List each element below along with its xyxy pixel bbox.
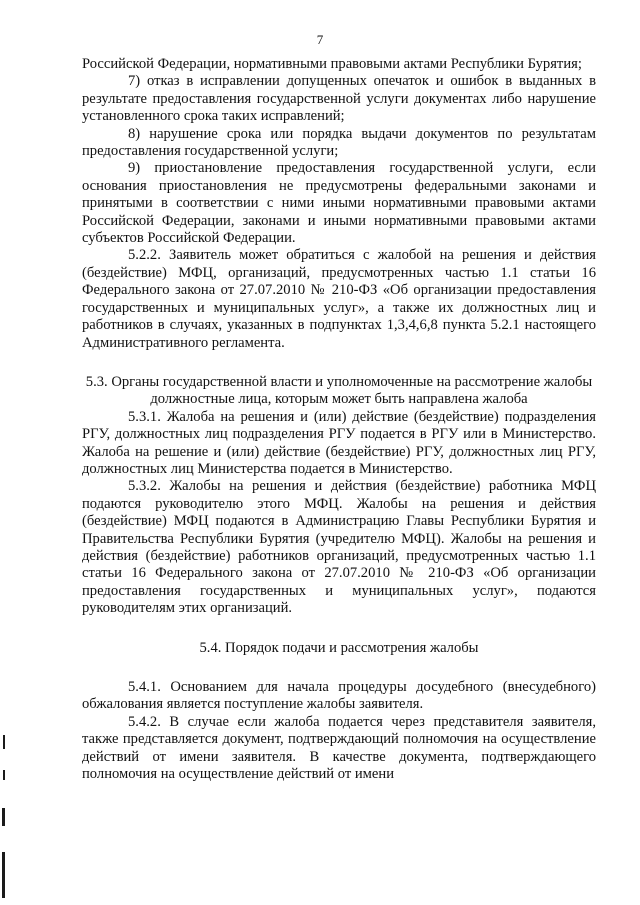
scan-edge-mark: [3, 770, 5, 780]
document-body: [82, 56, 596, 783]
paragraph-item-7: 7) отказ в исправлении допущенных опечаток и ошибок в выданных в результате предоставления государственной услуги документах либо нарушение установленного срока таких исправлений;: [82, 73, 596, 125]
paragraph-item-8: 8) нарушение срока или порядка выдачи документов по результатам предоставления государственной услуги;: [82, 125, 596, 160]
spacer: [82, 657, 596, 679]
scan-edge-mark: [2, 808, 5, 826]
paragraph-item-9: 9) приостановление предоставления государственной услуги, если основания приостановления не предусмотрены федеральными законами и принятыми в соответствии с ними иными нормативными правовыми актами Российской Федерации, законами и иными нормативными правовыми актами субъектов Российской Федерации.: [82, 160, 596, 247]
section-heading-5-3: 5.3. Органы государственной власти и уполномоченные на рассмотрение жалобы должностные лица, которым может быть направлена жалоба: [85, 373, 593, 408]
spacer: [82, 352, 596, 374]
paragraph-5-3-1: 5.3.1. Жалоба на решения и (или) действие (бездействие) подразделения РГУ, должностных лиц подразделения РГУ подается в РГУ или в Министерство. Жалоба на решение и (или) действие (бездействие) РГУ, должностных лиц РГУ, должностных лиц Министерства подается в Министерство.: [82, 408, 596, 477]
paragraph-5-4-2: 5.4.2. В случае если жалоба подается через представителя заявителя, также представляется документ, подтверждающий полномочия на осуществление действий от имени заявителя. В качестве документа, подтверждающего полномочия на осуществление действий от имени: [82, 713, 596, 783]
paragraph-5-4-1: 5.4.1. Основанием для начала процедуры досудебного (внесудебного) обжалования является поступление жалобы заявителя.: [82, 679, 596, 713]
paragraph-5-3-2: 5.3.2. Жалобы на решения и действия (бездействие) работника МФЦ подаются руководителю этого МФЦ. Жалобы на решения и действия (бездействие) МФЦ подаются в Администрацию Главы Республики Бурятия и Правительства Республики Бурятия (учредителю МФЦ). Жалобы на решения и действия (бездействие) работников организаций, предусмотренных частью 1.1 статьи 16 Федерального закона от 27.07.2010 № 210-ФЗ «Об организации предоставления государственных и муниципальных услуг», подаются руководителям этих организаций.: [82, 478, 596, 617]
spacer: [82, 618, 596, 640]
section-heading-5-4: 5.4. Порядок подачи и рассмотрения жалобы: [199, 639, 479, 656]
scan-edge-mark: [3, 735, 5, 749]
paragraph-federation-acts: Российской Федерации, нормативными правовыми актами Республики Бурятия;: [82, 56, 582, 72]
paragraph-5-2-2: 5.2.2. Заявитель может обратиться с жалобой на решения и действия (бездействие) МФЦ, организаций, предусмотренных частью 1.1 статьи 16 Федерального закона от 27.07.2010 № 210-ФЗ «Об организации предоставления государственных и муниципальных услуг», а также их должностных лиц и работников в случаях, указанных в подпунктах 1,3,4,6,8 пункта 5.2.1 настоящего Административного регламента.: [82, 247, 596, 351]
page-number: 7: [316, 32, 324, 47]
scan-edge-mark: [2, 852, 5, 898]
